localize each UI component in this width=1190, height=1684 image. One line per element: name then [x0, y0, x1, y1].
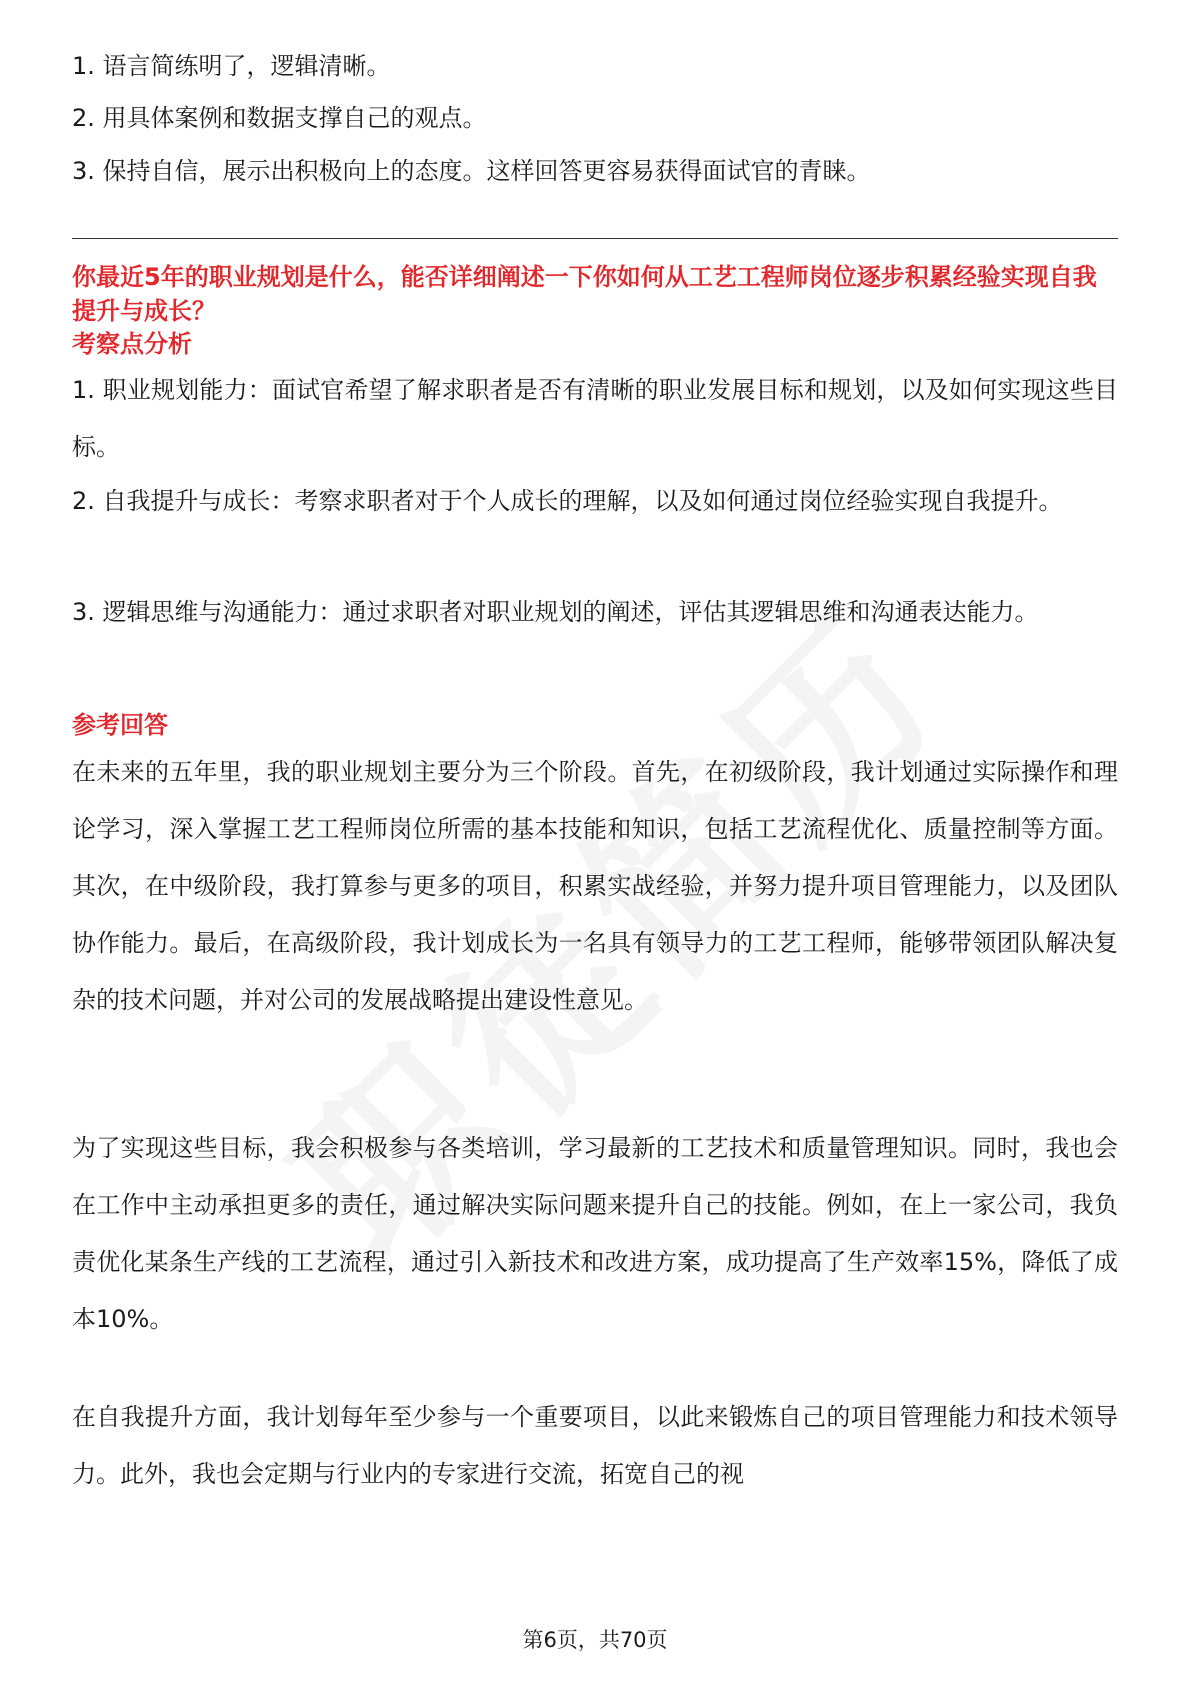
analysis-point-3: 3. 逻辑思维与沟通能力：通过求职者对职业规划的阐述，评估其逻辑思维和沟通表达能力。	[72, 598, 1039, 626]
analysis-point-1: 1. 职业规划能力：面试官希望了解求职者是否有清晰的职业发展目标和规划，以及如何实现这些目标。	[72, 376, 1118, 461]
analysis-point-2: 2. 自我提升与成长：考察求职者对于个人成长的理解，以及如何通过岗位经验实现自我提升。	[72, 487, 1063, 515]
page-number: 第6页，共70页	[522, 1628, 668, 1652]
answer-paragraph-2: 为了实现这些目标，我会积极参与各类培训，学习最新的工艺技术和质量管理知识。同时，我也会在工作中主动承担更多的责任，通过解决实际问题来提升自己的技能。例如，在上一家公司，我负责优化某条生产线的工艺流程，通过引入新技术和改进方案，成功提高了生产效率15%，降低了成本10%。	[72, 1134, 1118, 1333]
intro-point-2: 2. 用具体案例和数据支撑自己的观点。	[72, 104, 487, 132]
answer-heading: 参考回答	[72, 711, 168, 739]
intro-point-3: 3. 保持自信，展示出积极向上的态度。这样回答更容易获得面试官的青睐。	[72, 157, 871, 185]
intro-point-1: 1. 语言简练明了，逻辑清晰。	[72, 52, 391, 80]
section-divider	[72, 238, 1118, 239]
interview-question: 你最近5年的职业规划是什么，能否详细阐述一下你如何从工艺工程师岗位逐步积累经验实现自我提升与成长？	[72, 263, 1097, 325]
analysis-heading: 考察点分析	[72, 330, 192, 358]
answer-paragraph-3: 在自我提升方面，我计划每年至少参与一个重要项目，以此来锻炼自己的项目管理能力和技术领导力。此外，我也会定期与行业内的专家进行交流，拓宽自己的视	[72, 1403, 1118, 1488]
answer-paragraph-1: 在未来的五年里，我的职业规划主要分为三个阶段。首先，在初级阶段，我计划通过实际操作和理论学习，深入掌握工艺工程师岗位所需的基本技能和知识，包括工艺流程优化、质量控制等方面。其次，在中级阶段，我打算参与更多的项目，积累实战经验，并努力提升项目管理能力，以及团队协作能力。最后，在高级阶段，我计划成长为一名具有领导力的工艺工程师，能够带领团队解决复杂的技术问题，并对公司的发展战略提出建设性意见。	[72, 758, 1118, 1014]
